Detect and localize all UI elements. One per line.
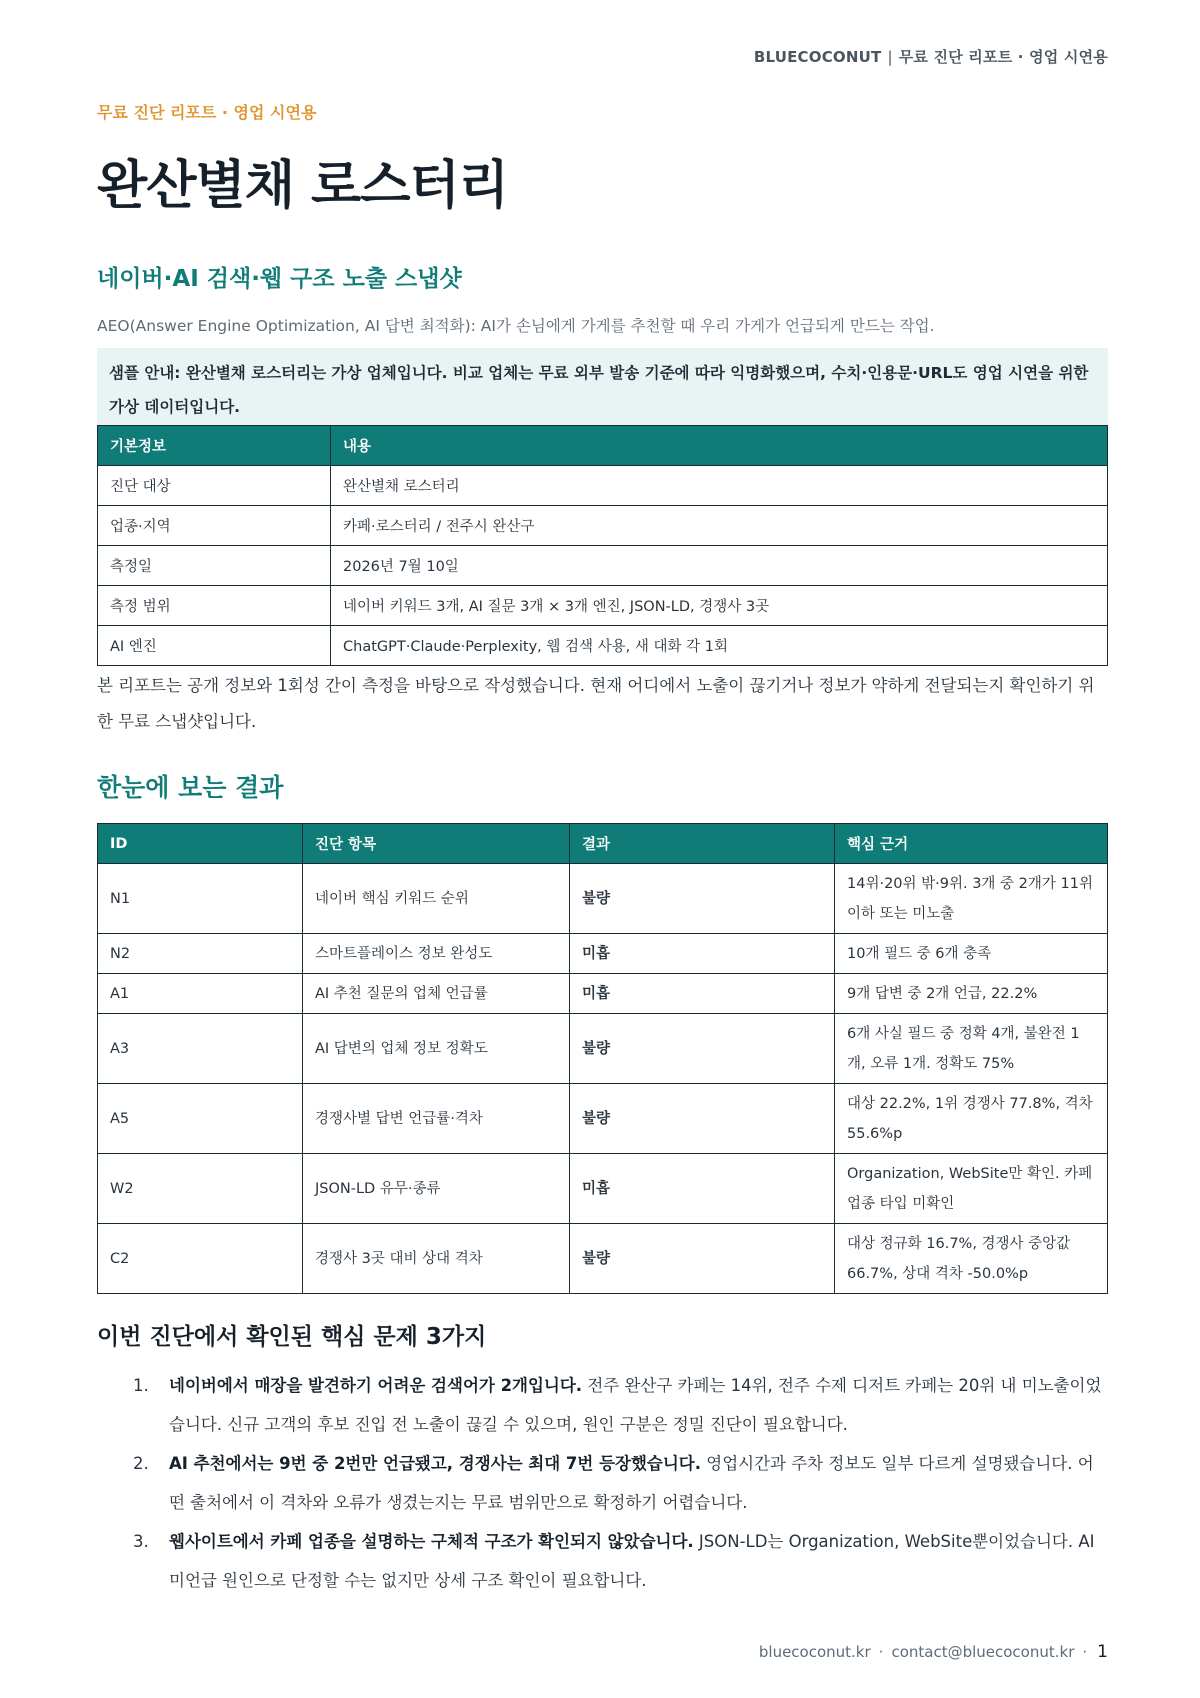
page-footer bbox=[759, 1642, 1108, 1662]
result-item: AI 답변의 업체 정보 정확도 bbox=[303, 1014, 570, 1084]
running-head bbox=[754, 46, 1108, 67]
table-row bbox=[98, 934, 1108, 974]
result-evidence: Organization, WebSite만 확인. 카페 업종 타입 미확인 bbox=[835, 1154, 1108, 1224]
result-id: W2 bbox=[98, 1154, 303, 1224]
result-grade: 불량 bbox=[570, 1224, 835, 1294]
issues-heading: 이번 진단에서 확인된 핵심 문제 3가지 bbox=[97, 1324, 487, 1350]
result-evidence: 대상 22.2%, 1위 경쟁사 77.8%, 격차 55.6%p bbox=[835, 1084, 1108, 1154]
running-head-brand: BLUECOCONUT bbox=[753, 48, 882, 66]
table-row bbox=[98, 506, 1108, 546]
table-row bbox=[98, 1084, 1108, 1154]
table-row bbox=[98, 466, 1108, 506]
column-header: ID bbox=[98, 824, 303, 864]
result-item: 경쟁사 3곳 대비 상대 격차 bbox=[303, 1224, 570, 1294]
result-item: 경쟁사별 답변 언급률·격차 bbox=[303, 1084, 570, 1154]
footer-separator: · bbox=[1082, 1643, 1088, 1661]
result-grade: 미흡 bbox=[570, 934, 835, 974]
aeo-definition: AEO(Answer Engine Optimization, AI 답변 최적화): AI가 손님에게 가게를 추천할 때 우리 가게가 언급되게 만드는 작업. bbox=[97, 317, 935, 335]
table-row bbox=[98, 1224, 1108, 1294]
info-value: 네이버 키워드 3개, AI 질문 3개 × 3개 엔진, JSON-LD, 경쟁사 3곳 bbox=[331, 586, 1108, 626]
column-header: 진단 항목 bbox=[303, 824, 570, 864]
running-head-separator: | bbox=[887, 48, 893, 66]
result-id: C2 bbox=[98, 1224, 303, 1294]
issue-body: JSON-LD는 Organization, WebSite뿐이었습니다. AI 미언급 원인으로 단정할 수는 없지만 상세 구조 확인이 필요합니다. bbox=[169, 1532, 1095, 1590]
table-row bbox=[98, 864, 1108, 934]
info-value: 2026년 7월 10일 bbox=[331, 546, 1108, 586]
result-evidence: 9개 답변 중 2개 언급, 22.2% bbox=[835, 974, 1108, 1014]
info-label: 진단 대상 bbox=[98, 466, 331, 506]
result-grade: 불량 bbox=[570, 864, 835, 934]
column-header: 내용 bbox=[331, 426, 1108, 466]
result-evidence: 10개 필드 중 6개 충족 bbox=[835, 934, 1108, 974]
issue-lead: AI 추천에서는 9번 중 2번만 언급됐고, 경쟁사는 최대 7번 등장했습니다. bbox=[169, 1454, 702, 1473]
footer-site: bluecoconut.kr bbox=[758, 1643, 871, 1661]
issues-list bbox=[133, 1366, 1108, 1600]
table-header-row bbox=[98, 824, 1108, 864]
column-header: 핵심 근거 bbox=[835, 824, 1108, 864]
eyebrow-label: 무료 진단 리포트 · 영업 시연용 bbox=[97, 103, 317, 122]
running-head-label: 무료 진단 리포트 · 영업 시연용 bbox=[898, 48, 1108, 66]
list-number: 1. bbox=[133, 1376, 149, 1395]
info-label: 측정 범위 bbox=[98, 586, 331, 626]
footer-separator: · bbox=[878, 1643, 884, 1661]
page-subtitle: 네이버·AI 검색·웹 구조 노출 스냅샷 bbox=[97, 266, 462, 292]
result-grade: 미흡 bbox=[570, 974, 835, 1014]
result-item: AI 추천 질문의 업체 언급률 bbox=[303, 974, 570, 1014]
info-value: ChatGPT·Claude·Perplexity, 웹 검색 사용, 새 대화 각 1회 bbox=[331, 626, 1108, 666]
table-row bbox=[98, 546, 1108, 586]
table-header-row bbox=[98, 426, 1108, 466]
result-id: A5 bbox=[98, 1084, 303, 1154]
table-row bbox=[98, 586, 1108, 626]
result-id: N2 bbox=[98, 934, 303, 974]
column-header: 기본정보 bbox=[98, 426, 331, 466]
table-row bbox=[98, 1154, 1108, 1224]
list-item bbox=[133, 1444, 1108, 1522]
info-label: 측정일 bbox=[98, 546, 331, 586]
list-item bbox=[133, 1522, 1108, 1600]
result-grade: 미흡 bbox=[570, 1154, 835, 1224]
result-evidence: 대상 정규화 16.7%, 경쟁사 중앙값 66.7%, 상대 격차 -50.0%p bbox=[835, 1224, 1108, 1294]
info-label: AI 엔진 bbox=[98, 626, 331, 666]
issue-lead: 웹사이트에서 카페 업종을 설명하는 구체적 구조가 확인되지 않았습니다. bbox=[169, 1532, 694, 1551]
list-number: 2. bbox=[133, 1454, 149, 1473]
result-id: A3 bbox=[98, 1014, 303, 1084]
table-row bbox=[98, 974, 1108, 1014]
page-title: 완산별채 로스터리 bbox=[97, 156, 508, 216]
issue-body: 영업시간과 주차 정보도 일부 다르게 설명됐습니다. 어떤 출처에서 이 격차와 오류가 생겼는지는 무료 범위만으로 확정하기 어렵습니다. bbox=[169, 1454, 1094, 1512]
issue-body: 전주 완산구 카페는 14위, 전주 수제 디저트 카페는 20위 내 미노출이었습니다. 신규 고객의 후보 진입 전 노출이 끊길 수 있으며, 원인 구분은 정밀 진단이 필요합니다. bbox=[169, 1376, 1102, 1434]
intro-paragraph: 본 리포트는 공개 정보와 1회성 간이 측정을 바탕으로 작성했습니다. 현재 어디에서 노출이 끊기거나 정보가 약하게 전달되는지 확인하기 위한 무료 스냅샷입니다. bbox=[97, 676, 1095, 731]
basic-info-table bbox=[97, 425, 1108, 666]
result-item: 스마트플레이스 정보 완성도 bbox=[303, 934, 570, 974]
result-grade: 불량 bbox=[570, 1014, 835, 1084]
list-number: 3. bbox=[133, 1532, 149, 1551]
results-heading: 한눈에 보는 결과 bbox=[97, 773, 284, 802]
results-table bbox=[97, 823, 1108, 1294]
info-value: 카페·로스터리 / 전주시 완산구 bbox=[331, 506, 1108, 546]
table-row bbox=[98, 1014, 1108, 1084]
column-header: 결과 bbox=[570, 824, 835, 864]
footer-email: contact@bluecoconut.kr bbox=[891, 1643, 1075, 1661]
page-number: 1 bbox=[1097, 1642, 1108, 1662]
result-id: A1 bbox=[98, 974, 303, 1014]
sample-notice: 샘플 안내: 완산별채 로스터리는 가상 업체입니다. 비교 업체는 무료 외부 발송 기준에 따라 익명화했으며, 수치·인용문·URL도 영업 시연을 위한 가상 데이터입니다. bbox=[97, 348, 1108, 432]
result-item: JSON-LD 유무·종류 bbox=[303, 1154, 570, 1224]
issue-lead: 네이버에서 매장을 발견하기 어려운 검색어가 2개입니다. bbox=[169, 1376, 583, 1395]
info-value: 완산별채 로스터리 bbox=[331, 466, 1108, 506]
result-grade: 불량 bbox=[570, 1084, 835, 1154]
result-id: N1 bbox=[98, 864, 303, 934]
result-item: 네이버 핵심 키워드 순위 bbox=[303, 864, 570, 934]
info-label: 업종·지역 bbox=[98, 506, 331, 546]
list-item bbox=[133, 1366, 1108, 1444]
table-row bbox=[98, 626, 1108, 666]
result-evidence: 14위·20위 밖·9위. 3개 중 2개가 11위 이하 또는 미노출 bbox=[835, 864, 1108, 934]
result-evidence: 6개 사실 필드 중 정확 4개, 불완전 1개, 오류 1개. 정확도 75% bbox=[835, 1014, 1108, 1084]
